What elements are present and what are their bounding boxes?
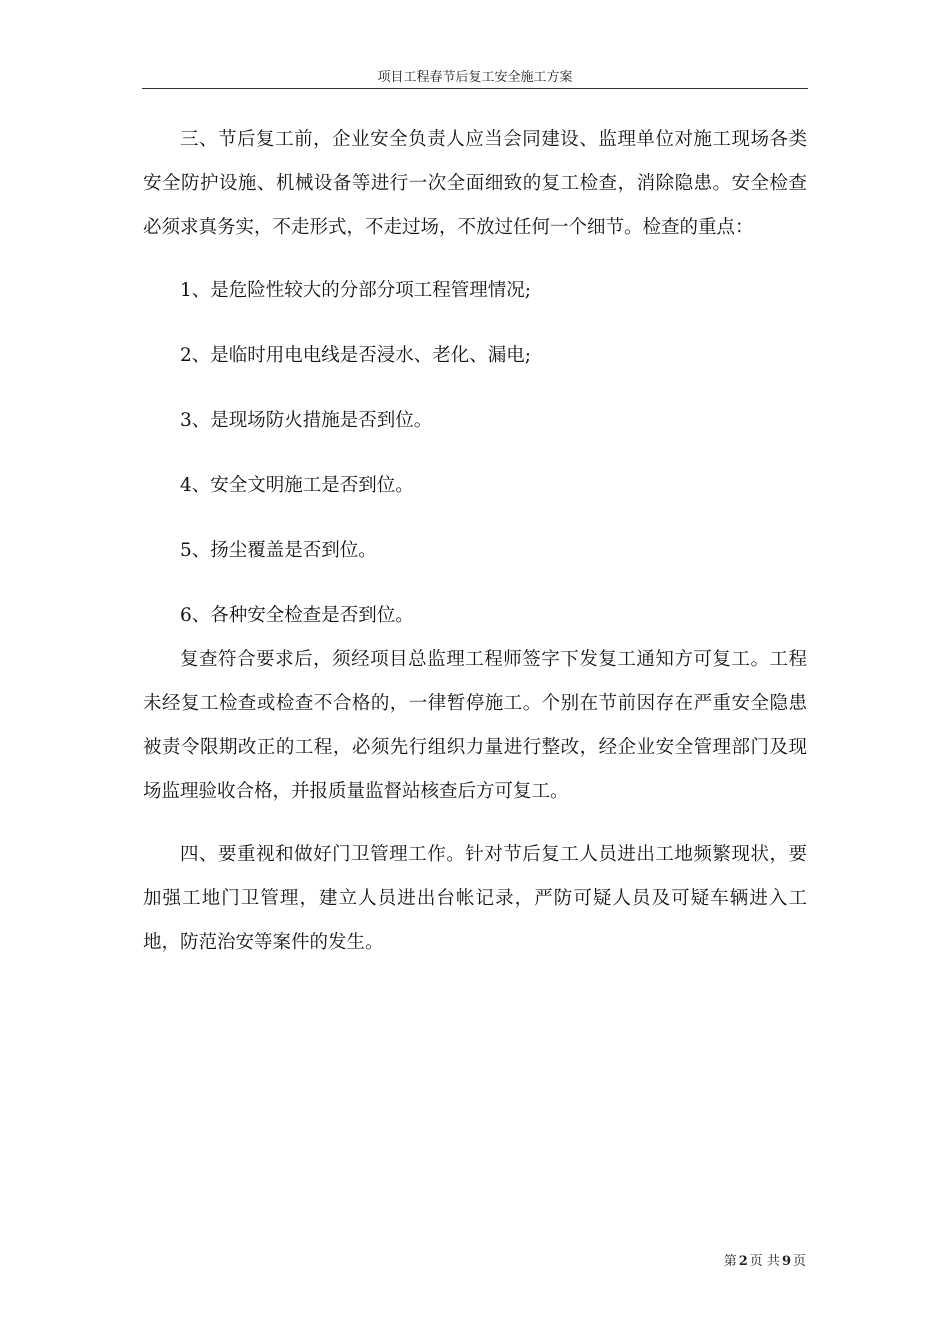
current-page-number: 2 [738,1254,748,1269]
paragraph-section-3: 三、节后复工前，企业安全负责人应当会同建设、监理单位对施工现场各类安全防护设施、机械设备等进行一次全面细致的复工检查，消除隐患。安全检查必须求真务实，不走形式，不走过场，不放过任何一个细节。检查的重点： [143,129,807,238]
list-item: 3、是现场防火措施是否到位。 [180,410,433,431]
footer-suffix: 页 [792,1254,806,1269]
paragraph-review: 复查符合要求后，须经项目总监理工程师签字下发复工通知方可复工。工程未经复工检查或检查不合格的，一律暂停施工。个别在节前因存在严重安全隐患被责令限期改正的工程，必须先行组织力量进行整改，经企业安全管理部门及现场监理验收合格，并报质量监督站核查后方可复工。 [143,649,807,802]
list-item: 1、是危险性较大的分部分项工程管理情况; [180,280,532,301]
footer-prefix: 第 [723,1254,737,1269]
header-divider [142,88,808,89]
page-header-title: 项目工程春节后复工安全施工方案 [377,70,573,85]
list-item: 5、扬尘覆盖是否到位。 [180,540,377,561]
list-item: 6、各种安全检查是否到位。 [180,605,414,626]
document-body [143,118,807,965]
list-item: 4、安全文明施工是否到位。 [180,475,414,496]
paragraph-section-4: 四、要重视和做好门卫管理工作。针对节后复工人员进出工地频繁现状，要加强工地门卫管理，建立人员进出台帐记录，严防可疑人员及可疑车辆进入工地，防范治安等案件的发生。 [143,844,807,953]
footer-mid: 页 共 [749,1254,780,1269]
list-item: 2、是临时用电电线是否浸水、老化、漏电; [180,345,532,366]
total-page-number: 9 [781,1254,791,1269]
page-number-footer [722,1250,808,1269]
